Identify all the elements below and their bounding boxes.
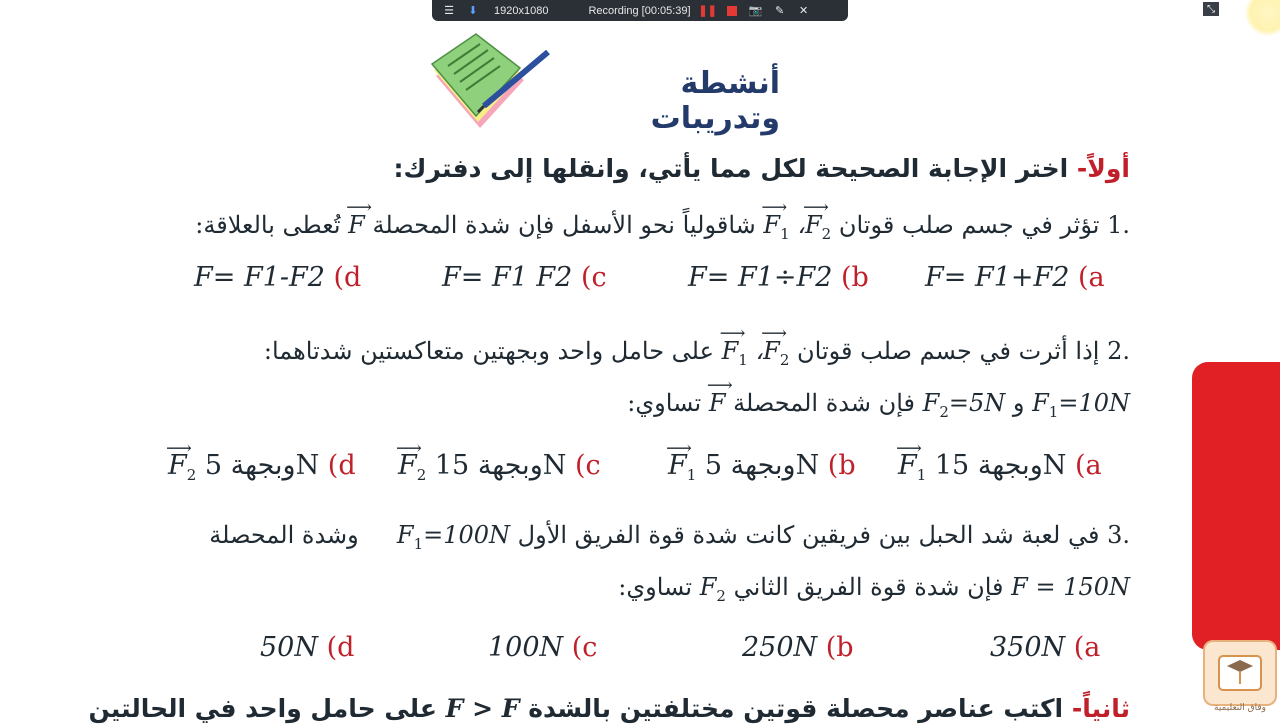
- q2-choice-vec: ⟶ $F_1$: [898, 446, 926, 495]
- q3-text-c: فإن شدة قوة الفريق الثاني: [733, 573, 1004, 601]
- q3-f1: $F_1=100N$: [396, 521, 511, 553]
- q2-text-e: تساوي:: [627, 389, 702, 417]
- pen-icon[interactable]: ✎: [774, 5, 785, 17]
- q1-choice-letter: (b: [840, 262, 869, 293]
- page-title: أنشطة وتدريبات: [650, 66, 780, 136]
- side-red-tab: [1192, 362, 1280, 650]
- publisher-logo: [1203, 640, 1277, 706]
- q1-choice-letter: (a: [1077, 262, 1105, 293]
- q2-text-line2: [627, 386, 1130, 429]
- cursor-highlight: [1245, 0, 1280, 36]
- stop-icon: [727, 6, 737, 16]
- q3-f: F = 150N: [1011, 573, 1130, 601]
- q1-text-b: شاقولياً نحو الأسفل فإن شدة المحصلة: [372, 211, 756, 239]
- q1-choice-expr: F= F1+F2: [925, 262, 1070, 293]
- q3-choice-value: 350N: [990, 632, 1066, 663]
- q1-choice-a[interactable]: [925, 258, 1105, 298]
- q3-f2: $F_2$: [699, 573, 726, 605]
- q3-choice-letter: (a: [1073, 632, 1101, 663]
- q2-choice-value: 5N: [204, 450, 320, 481]
- q3-choice-a[interactable]: [990, 628, 1100, 668]
- q1-choice-expr: F= F1 F2: [442, 262, 573, 293]
- q2-choice-a[interactable]: [898, 446, 1102, 495]
- q1-choice-c[interactable]: [442, 258, 607, 298]
- section1-instruction: اختر الإجابة الصحيحة لكل مما يأتي، وانقلها إلى دفترك:: [393, 154, 1069, 183]
- q3-choice-b[interactable]: [742, 628, 854, 668]
- q1-text: [195, 208, 1130, 251]
- camera-icon[interactable]: 📷: [748, 5, 763, 17]
- q3-choice-value: 50N: [260, 632, 318, 663]
- q2-choice-vec: ⟶ $F_2$: [168, 446, 196, 495]
- q3-choice-letter: (d: [326, 632, 355, 663]
- q2-choice-vec: ⟶ $F_2$: [398, 446, 426, 495]
- q3-choice-d[interactable]: [260, 628, 354, 668]
- q2-vectors: ⟶ $F_1$ ،⟶ $F_2$: [722, 337, 790, 365]
- q2-choice-dir: وبجهة: [230, 450, 296, 481]
- q3-choice-letter: (c: [571, 632, 598, 663]
- q2-f1: $F_1=10N$: [1032, 389, 1130, 421]
- q2-f2: $F_2=5N$: [922, 389, 1006, 421]
- q2-choice-dir: وبجهة: [977, 450, 1043, 481]
- q2-choice-b[interactable]: [668, 446, 856, 495]
- resolution-label: 1920x1080: [494, 4, 549, 17]
- q3-text-b: وشدة المحصلة: [209, 521, 359, 549]
- section2-heading: [88, 692, 1130, 726]
- pause-icon[interactable]: ❚❚: [698, 5, 717, 17]
- q1-text-a: تؤثر في جسم صلب قوتان: [838, 211, 1100, 239]
- pin-icon[interactable]: ⬇: [468, 5, 478, 17]
- q2-text-d: فإن شدة المحصلة: [733, 389, 916, 417]
- q2-choice-d[interactable]: [168, 446, 356, 495]
- q2-choice-dir: وبجهة: [730, 450, 796, 481]
- notebook-pencil-icon: [428, 28, 554, 134]
- q2-choice-value: 5N: [704, 450, 820, 481]
- recording-toolbar: [432, 0, 848, 21]
- q3-text-d: تساوي:: [618, 573, 693, 601]
- q1-number: .1: [1107, 211, 1130, 239]
- section1-heading: [394, 152, 1130, 186]
- section2-tail: على حامل واحد في الحالتين: [88, 694, 437, 723]
- q3-choice-value: 250N: [742, 632, 818, 663]
- q3-choice-value: 100N: [488, 632, 564, 663]
- q2-choice-value: 15N: [934, 450, 1067, 481]
- q1-vector-f: ⟶ F: [348, 208, 365, 242]
- q2-text-a: إذا أثرت في جسم صلب قوتان: [797, 337, 1100, 365]
- q1-text-c: تُعطى بالعلاقة:: [195, 211, 341, 239]
- q1-choice-letter: (d: [333, 262, 362, 293]
- section1-label: أولاً-: [1076, 154, 1130, 183]
- section2-label: ثانياً-: [1071, 694, 1130, 723]
- q1-choice-expr: F= F1÷F2: [688, 262, 833, 293]
- q3-number: .3: [1107, 521, 1130, 549]
- q1-choice-d[interactable]: [194, 258, 361, 298]
- q2-choice-dir: وبجهة: [477, 450, 543, 481]
- q3-text-line1: [209, 518, 1130, 561]
- q2-choice-letter: (b: [827, 450, 856, 481]
- q2-choice-letter: (a: [1074, 450, 1102, 481]
- q2-text-b: على حامل واحد وبجهتين متعاكستين شدتاهما:: [263, 337, 714, 365]
- q3-choice-letter: (b: [825, 632, 854, 663]
- fullscreen-icon[interactable]: ⤡: [1203, 2, 1219, 16]
- section2-text: اكتب عناصر محصلة قوتين مختلفتين بالشدة: [528, 694, 1064, 723]
- book-logo-icon: [1205, 642, 1275, 704]
- q2-choice-c[interactable]: [398, 446, 601, 495]
- q1-vectors: ⟶ $F_1$ ،⟶ $F_2$: [763, 211, 831, 239]
- section2-math: F > F: [445, 694, 520, 723]
- recording-status: Recording [00:05:39]: [588, 4, 691, 17]
- q2-number: .2: [1107, 337, 1130, 365]
- q1-choice-b[interactable]: [688, 258, 869, 298]
- q2-vector-f: ⟶ F: [709, 386, 726, 420]
- close-icon[interactable]: ✕: [798, 5, 809, 17]
- q2-choice-value: 15N: [434, 450, 567, 481]
- q2-text-line1: [264, 334, 1130, 377]
- q2-choice-letter: (c: [574, 450, 601, 481]
- q3-choice-c[interactable]: [488, 628, 597, 668]
- menu-icon[interactable]: ☰: [444, 5, 454, 17]
- publisher-logo-label: وفاق التعليمية: [1214, 703, 1266, 713]
- q2-and: و: [1012, 389, 1025, 417]
- q3-text-line2: [618, 570, 1130, 613]
- q1-choice-expr: F= F1-F2: [194, 262, 325, 293]
- stop-button[interactable]: [725, 4, 739, 18]
- q3-text-a: في لعبة شد الحبل بين فريقين كانت شدة قوة الفريق الأول: [517, 521, 1100, 549]
- q1-choice-letter: (c: [580, 262, 607, 293]
- q2-choice-vec: ⟶ $F_1$: [668, 446, 696, 495]
- q2-choice-letter: (d: [327, 450, 356, 481]
